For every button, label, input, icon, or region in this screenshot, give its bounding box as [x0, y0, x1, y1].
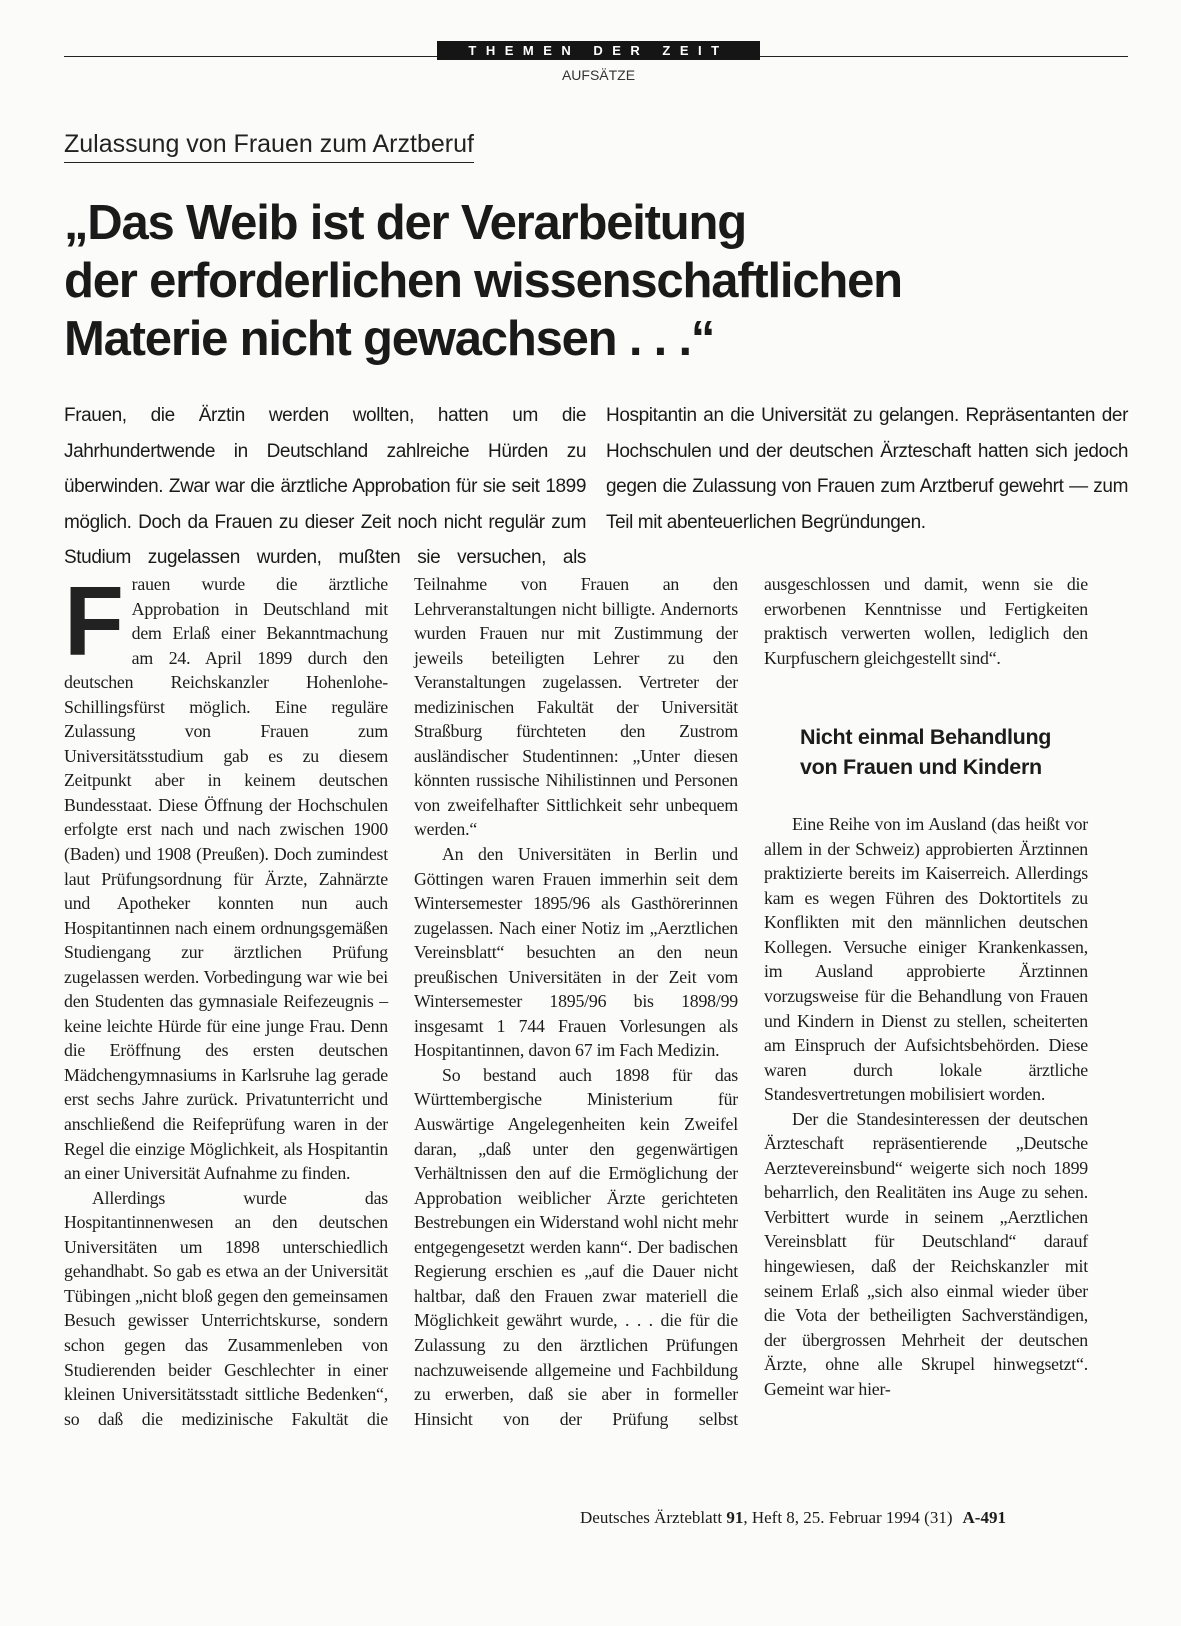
issue-date: , Heft 8, 25. Februar 1994 (31): [743, 1508, 953, 1527]
drop-cap: F: [64, 566, 124, 676]
body-paragraph-4: So bestand auch 1898 für das Württembergische Ministerium für Auswärtige Angelegenheiten kein Zweifel daran, „daß unter den gegenwärtigen Verhältnissen den auf die Ermöglichung der Approbation weiblicher Ärzte gerichteten Bestrebungen ein Widerstand wohl nicht mehr entgegengesetzt werden kann“. Der badischen Regierung erschien es „auf die Dauer nicht haltbar, daß den Frauen zwar materiell die Möglichkeit gewährt wurde, . . . die für die Zulassung zu den ärztlichen Prüfungen nachzuweisende allgemeine und Fachbildung zu erwerben, daß sie aber in formeller Hinsicht von der Prüfung selbst ausgeschlossen und damit, wenn sie die erworbenen Kenntnisse und Fertigkeiten praktisch verwerten wollen, lediglich den Kurpfuschern gleichgestellt sind“.: [414, 574, 1088, 1429]
body-paragraph-1-text: rauen wurde die ärztliche Approbation in Deutschland mit dem Erlaß einer Bekanntmachung am 24. April 1899 durch den deutschen Reichskanzler Hohenlohe-Schillingsfürst möglich. Eine reguläre Zulassung von Frauen zum Universitätsstudium gab es zu diesem Zeitpunkt aber in keinem deutschen Bundesstaat. Diese Öffnung der Hochschulen erfolgte erst nach und nach zwischen 1900 (Baden) und 1908 (Preußen). Doch zumindest laut Prüfungsordnung für Ärzte, Zahnärzte und Apotheker konnten nun auch Hospitantinnen nach einem ordnungsgemäßen Studiengang zur ärztlichen Prüfung zugelassen werden. Vorbedingung war wie bei den Studenten das gymnasiale Reifezeugnis – keine leichte Hürde für eine junge Frau. Denn die Eröffnung des ersten deutschen Mädchengymnasiums in Karlsruhe lag gerade erst sechs Jahre zurück. Privatunterricht und anschließend die Reifeprüfung waren in der Regel die einzige Möglichkeit, als Hospitantin an einer Universität Aufnahme zu finden.: [64, 574, 388, 1184]
page-number: A-491: [962, 1508, 1006, 1527]
headline-line-3: Materie nicht gewachsen . . .“: [64, 312, 715, 366]
section-subheading: Nicht einmal Behandlung von Frauen und Kindern: [800, 725, 1052, 780]
article-headline: [64, 194, 1124, 368]
body-paragraph-5: Eine Reihe von im Ausland (das heißt vor allem in der Schweiz) approbierten Ärztinnen praktizierte bereits im Kaiserreich. Allerdings kam es wegen Führen des Doktortitels zu Konflikten mit den männlichen deutschen Kollegen. Versuche einiger Krankenkassen, im Ausland approbierte Ärztinnen vorzugsweise für die Behandlung von Frauen und Kindern in Dienst zu stellen, scheiterten am Einspruch der Aufsichtsbehörden. Diese waren durch lokale ärztliche Standesvertretungen mobilisiert worden.: [764, 814, 1088, 1105]
headline-line-1: „Das Weib ist der Verarbeitung: [64, 196, 746, 250]
body-paragraph-3: An den Universitäten in Berlin und Göttingen waren Frauen immerhin seit dem Wintersemester 1895/96 als Gasthörerinnen zugelassen. Nach einer Notiz im „Aerztlichen Vereinsblatt“ besuchten an den neun preußischen Universitäten in der Zeit vom Wintersemester 1895/96 bis 1898/99 insgesamt 1 744 Frauen Vorlesungen als Hospitantinnen, davon 67 im Fach Medizin.: [414, 844, 738, 1061]
page-footer: [580, 1508, 1006, 1528]
article-body: [64, 566, 1088, 1452]
article-kicker: Zulassung von Frauen zum Arztberuf: [64, 130, 474, 163]
section-band: THEMEN DER ZEIT: [437, 41, 760, 60]
subsection-label: AUFSÄTZE: [561, 67, 636, 83]
journal-volume: 91: [726, 1508, 744, 1527]
article-lead: Frauen, die Ärztin werden wollten, hatten um die Jahrhundertwende in Deutschland zahlreiche Hürden zu überwinden. Zwar war die ärztliche Approbation für sie seit 1899 möglich. Doch da Frauen zu dieser Zeit noch nicht regulär zum Studium zugelassen wurden, mußten sie versuchen, als Hospitantin an die Universität zu gelangen. Repräsentanten der Hochschulen und der deutschen Ärzteschaft hatten sich jedoch gegen die Zulassung von Frauen zum Arztberuf gewehrt — zum Teil mit abenteuerlichen Begründungen.: [64, 405, 1128, 568]
body-paragraph-1: [64, 566, 388, 1186]
headline-line-2: der erforderlichen wissenschaftlichen: [64, 254, 902, 308]
body-paragraph-2: Allerdings wurde das Hospitantinnenwesen an den deutschen Universitäten um 1898 unterschiedlich gehandhabt. So gab es etwa an der Universität Tübingen „nicht bloß gegen den gemeinsamen Besuch gewisser Unterrichtskurse, sondern schon gegen das Zusammenleben von Studierenden beider Geschlechter in einer kleinen Universitätsstadt sittliche Bedenken“, so daß die medizinische Fakultät die Teilnahme von Frauen an den Lehrveranstaltungen nicht billigte. Andernorts wurden Frauen nur mit Zustimmung der jeweils beteiligten Lehrer zu den Veranstaltungen zugelassen. Vertreter der medizinischen Fakultät der Universität Straßburg fürchteten den Zustrom ausländischer Studentinnen: „Unter diesen könnten russische Nihilistinnen und Personen von zweifelhafter Sittlichkeit sehr unbequem werden.“: [64, 574, 738, 1429]
journal-name: Deutsches Ärzteblatt: [580, 1508, 723, 1527]
body-paragraph-6: Der die Standesinteressen der deutschen Ärzteschaft repräsentierende „Deutsche Aerztevereinsbund“ weigerte sich noch 1899 beharrlich, den Realitäten ins Auge zu sehen. Verbittert wurde in seinem „Aerztlichen Vereinsblatt für Deutschland“ darauf hingewiesen, daß der Reichskanzler mit seinem Erlaß „sich also einmal wieder über die Vota der betheiligten Sachverständigen, der übergrossen Mehrheit der deutschen Ärzte, ohne alle Skrupel hinwegsetzt“. Gemeint war hier-: [764, 1108, 1088, 1399]
